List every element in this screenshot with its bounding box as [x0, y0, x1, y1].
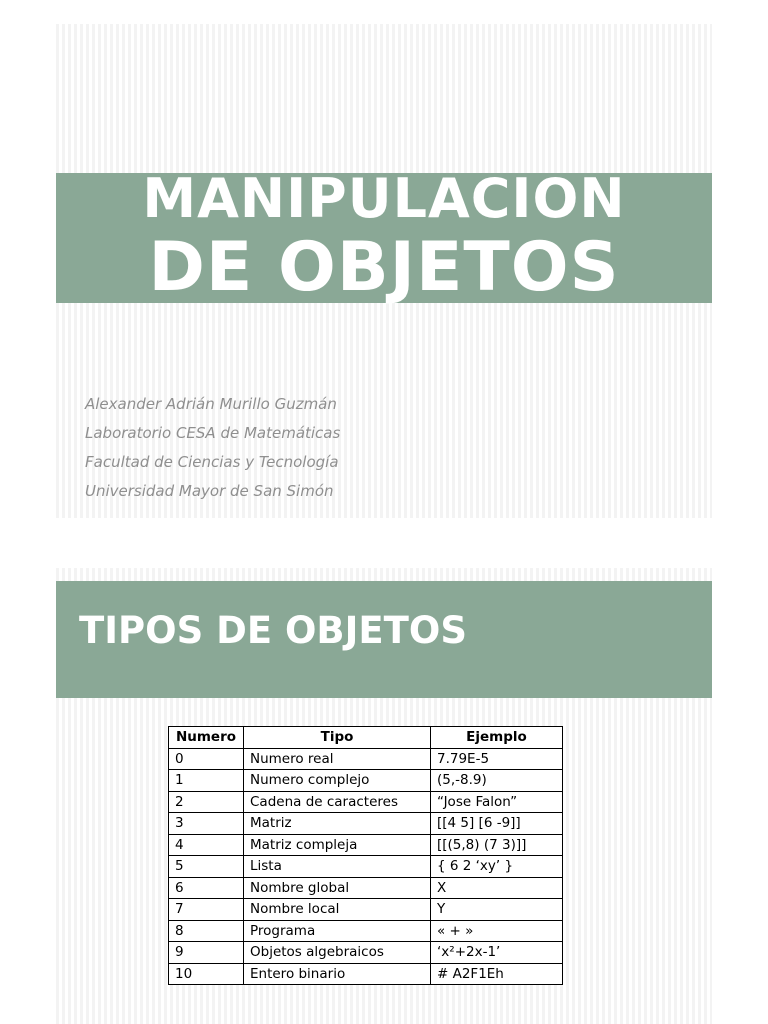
title-slide [56, 24, 712, 518]
header-example: Ejemplo [431, 727, 563, 749]
cell-type: Numero complejo [244, 770, 431, 792]
cell-number: 3 [169, 813, 244, 835]
cell-example: [[(5,8) (7 3)]] [431, 834, 563, 856]
table-row [169, 963, 563, 985]
cell-example: # A2F1Eh [431, 963, 563, 985]
cell-type: Nombre global [244, 877, 431, 899]
table-row [169, 834, 563, 856]
cell-example: 7.79E-5 [431, 748, 563, 770]
cell-type: Cadena de caracteres [244, 791, 431, 813]
cell-example: { 6 2 ‘xy’ } [431, 856, 563, 878]
author-info [85, 390, 340, 506]
cell-type: Lista [244, 856, 431, 878]
cell-type: Matriz [244, 813, 431, 835]
table-row [169, 920, 563, 942]
cell-number: 2 [169, 791, 244, 813]
cell-number: 5 [169, 856, 244, 878]
cell-number: 4 [169, 834, 244, 856]
author-lab: Laboratorio CESA de Matemáticas [85, 424, 341, 442]
cell-type: Entero binario [244, 963, 431, 985]
cell-example: “Jose Falon” [431, 791, 563, 813]
object-types-table [168, 726, 563, 985]
cell-number: 9 [169, 942, 244, 964]
table-row [169, 770, 563, 792]
cell-number: 10 [169, 963, 244, 985]
table-row [169, 942, 563, 964]
table-row [169, 813, 563, 835]
title-line-2: DE OBJETOS [148, 228, 620, 307]
cell-number: 7 [169, 899, 244, 921]
table-row [169, 877, 563, 899]
header-type: Tipo [244, 727, 431, 749]
cell-type: Programa [244, 920, 431, 942]
table-row [169, 748, 563, 770]
cell-example: ‘x²+2x-1’ [431, 942, 563, 964]
cell-type: Numero real [244, 748, 431, 770]
cell-example: « + » [431, 920, 563, 942]
cell-example: Y [431, 899, 563, 921]
author-name: Alexander Adrián Murillo Guzmán [85, 395, 337, 413]
table-row [169, 791, 563, 813]
table-body [169, 748, 563, 985]
title-line-1: MANIPULACION [142, 167, 626, 230]
cell-number: 8 [169, 920, 244, 942]
cell-type: Nombre local [244, 899, 431, 921]
cell-type: Objetos algebraicos [244, 942, 431, 964]
cell-example: [[4 5] [6 -9]] [431, 813, 563, 835]
table-row [169, 899, 563, 921]
cell-number: 1 [169, 770, 244, 792]
header-number: Numero [169, 727, 244, 749]
cell-number: 6 [169, 877, 244, 899]
types-slide [56, 568, 712, 1024]
author-faculty: Facultad de Ciencias y Tecnología [85, 453, 339, 471]
author-university: Universidad Mayor de San Simón [85, 482, 334, 500]
cell-example: (5,-8.9) [431, 770, 563, 792]
cell-type: Matriz compleja [244, 834, 431, 856]
cell-number: 0 [169, 748, 244, 770]
table-row [169, 856, 563, 878]
table-header-row [169, 727, 563, 749]
cell-example: X [431, 877, 563, 899]
section-title: TIPOS DE OBJETOS [79, 609, 468, 652]
